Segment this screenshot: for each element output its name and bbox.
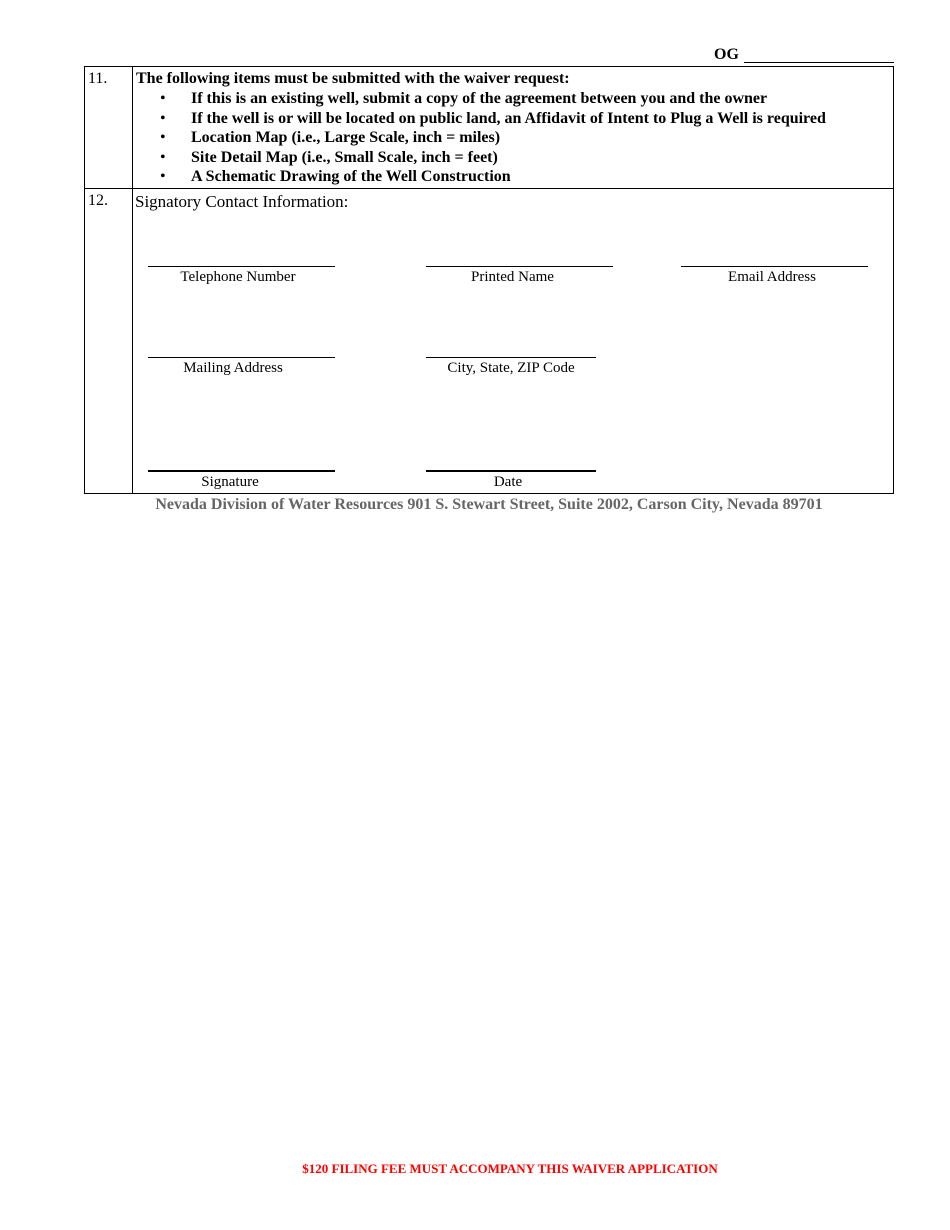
- filing-fee-notice: $120 FILING FEE MUST ACCOMPANY THIS WAIVER APPLICATION: [302, 1161, 718, 1176]
- bullet-icon: •: [160, 148, 166, 166]
- telephone-label: Telephone Number: [180, 269, 296, 285]
- bullet-icon: •: [160, 109, 166, 127]
- city-state-zip-label: City, State, ZIP Code: [447, 360, 575, 376]
- list-item: • Site Detail Map (i.e., Small Scale, inch = feet): [160, 148, 498, 166]
- date-label: Date: [493, 474, 523, 490]
- column-divider: [132, 66, 133, 494]
- list-item: • Location Map (i.e., Large Scale, inch = miles): [160, 129, 501, 147]
- email-label: Email Address: [728, 269, 816, 285]
- og-label: OG: [714, 46, 739, 63]
- required-items-list: [160, 89, 826, 187]
- bullet-icon: •: [160, 90, 166, 107]
- list-item: • A Schematic Drawing of the Well Construction: [160, 168, 511, 186]
- signature-label: Signature: [201, 474, 259, 490]
- section-11-number: 11.: [88, 70, 108, 87]
- mailing-address-input-line[interactable]: [148, 357, 335, 358]
- section-11-title: The following items must be submitted with the waiver request:: [136, 70, 570, 87]
- signature-input-line[interactable]: [148, 470, 335, 472]
- mailing-address-label: Mailing Address: [183, 360, 283, 376]
- printed-name-input-line[interactable]: [426, 266, 613, 267]
- bullet-icon: •: [160, 129, 166, 147]
- date-input-line[interactable]: [426, 470, 596, 472]
- list-item: • If the well is or will be located on public land, an Affidavit of Intent to Plug a Well is required: [160, 109, 826, 127]
- city-state-zip-input-line[interactable]: [426, 357, 596, 358]
- telephone-input-line[interactable]: [148, 266, 335, 267]
- list-item: • If this is an existing well, submit a copy of the agreement between you and the owner: [160, 90, 768, 107]
- section-12-title: Signatory Contact Information:: [135, 192, 349, 211]
- og-field-line[interactable]: [744, 62, 894, 63]
- row-divider: [84, 188, 894, 189]
- section-12-number: 12.: [88, 192, 108, 209]
- email-input-line[interactable]: [681, 266, 868, 267]
- agency-address: Nevada Division of Water Resources 901 S. Stewart Street, Suite 2002, Carson City, Nevada 89701: [155, 496, 823, 513]
- bullet-icon: •: [160, 168, 166, 186]
- printed-name-label: Printed Name: [471, 269, 554, 285]
